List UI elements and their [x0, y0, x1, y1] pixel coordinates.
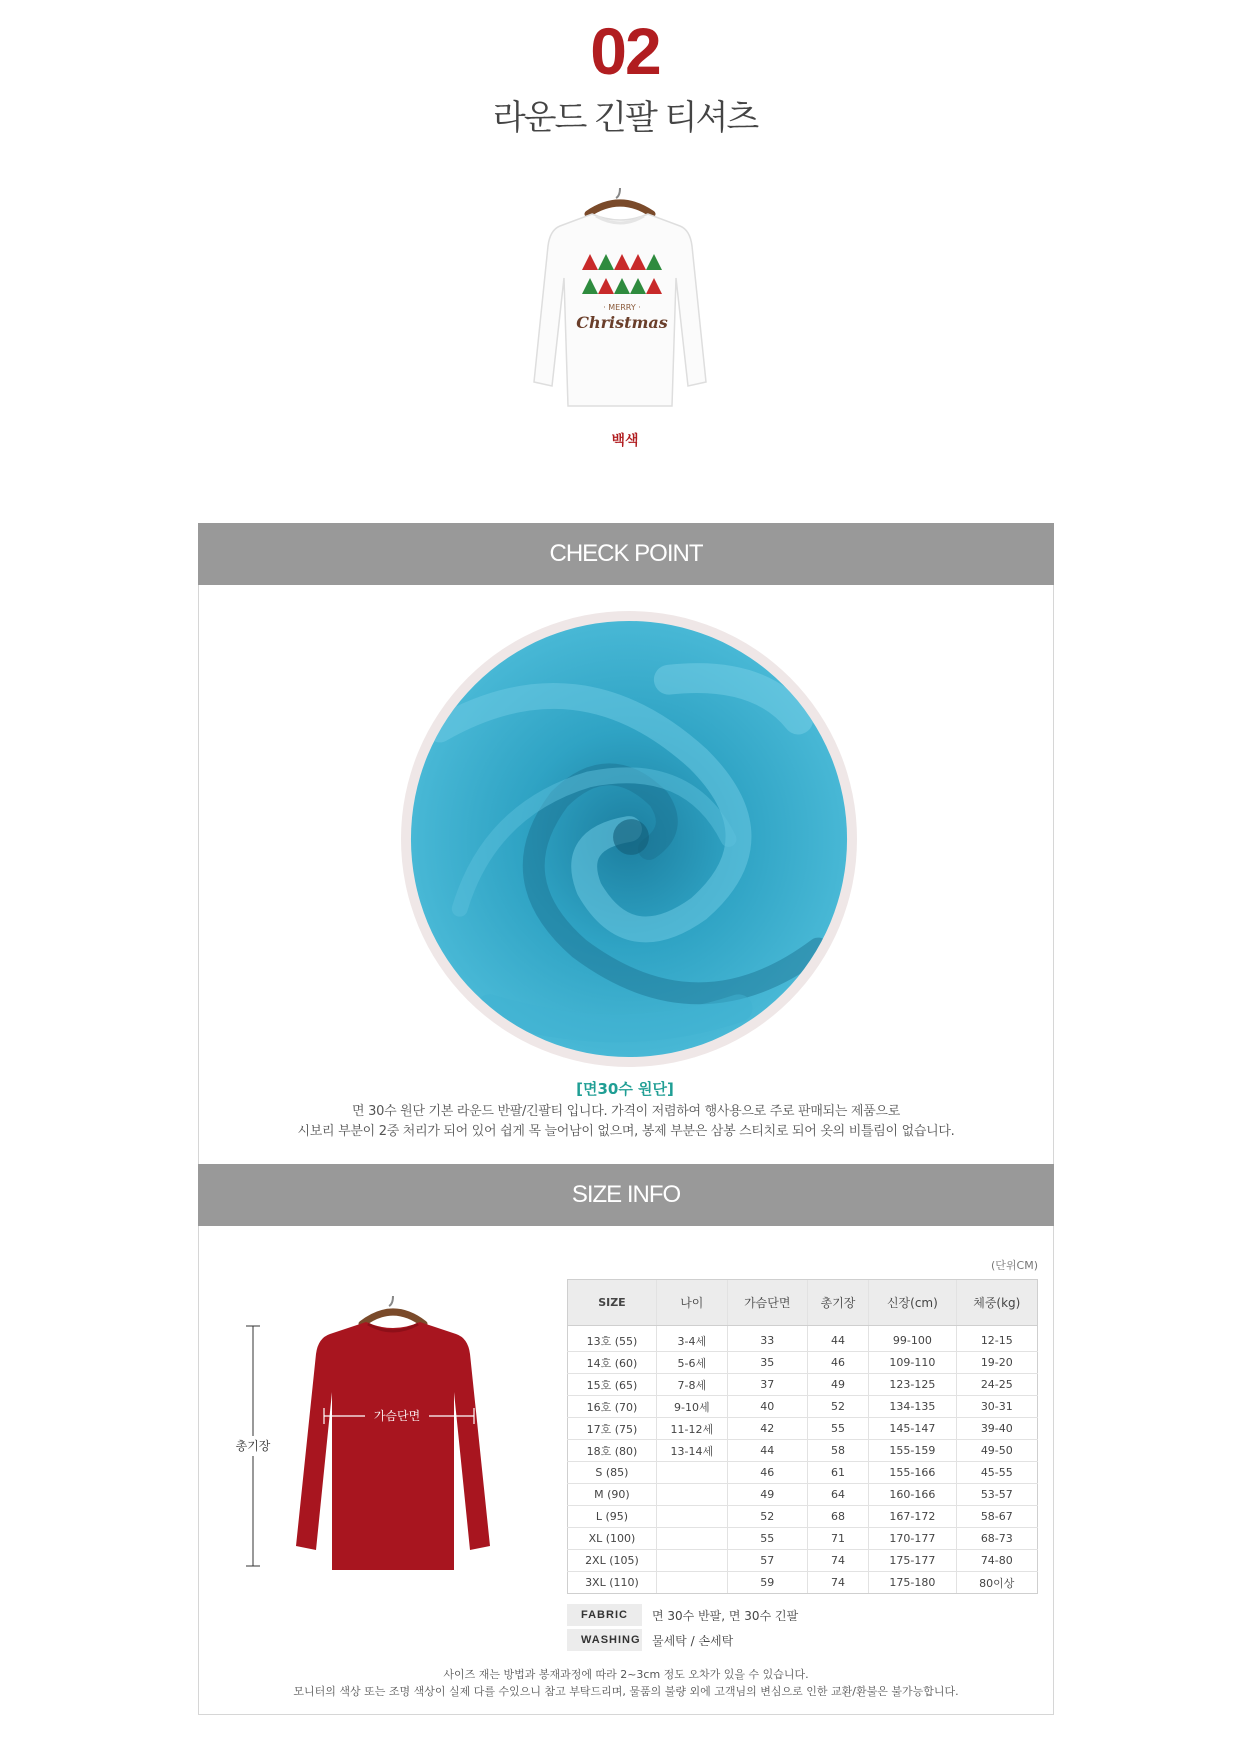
table-cell: 5-6세	[656, 1352, 727, 1374]
table-cell: 61	[807, 1462, 868, 1484]
table-cell: 49	[807, 1374, 868, 1396]
size-table	[567, 1279, 1038, 1594]
table-cell: 52	[727, 1506, 807, 1528]
table-row	[568, 1550, 1038, 1572]
table-cell: 24-25	[956, 1374, 1037, 1396]
hanger-icon	[362, 1296, 424, 1324]
table-cell	[656, 1462, 727, 1484]
red-shirt	[296, 1322, 490, 1570]
table-cell: 170-177	[869, 1528, 956, 1550]
fabric-value: 면 30수 반팔, 면 30수 긴팔	[652, 1608, 799, 1623]
table-row	[568, 1440, 1038, 1462]
size-info-header: SIZE INFO	[198, 1164, 1054, 1226]
table-cell: 44	[727, 1440, 807, 1462]
table-cell: 14호 (60)	[568, 1352, 657, 1374]
table-row	[568, 1572, 1038, 1594]
table-cell: 35	[727, 1352, 807, 1374]
fabric-description-line-2: 시보리 부분이 2중 처리가 되어 있어 쉽게 목 늘어남이 없으며, 봉제 부분은 삼봉 스티치로 되어 옷의 비틀림이 없습니다.	[297, 1124, 955, 1139]
table-cell: 13-14세	[656, 1440, 727, 1462]
table-cell: 160-166	[869, 1484, 956, 1506]
table-cell: 59	[727, 1572, 807, 1594]
table-row	[568, 1484, 1038, 1506]
washing-spec	[567, 1629, 733, 1651]
fabric-description-line-1: 면 30수 원단 기본 라운드 반팔/긴팔티 입니다. 가격이 저렴하여 행사용으로 주로 판매되는 제품으로	[352, 1104, 900, 1119]
table-row	[568, 1352, 1038, 1374]
size-table-header-row	[568, 1280, 1038, 1326]
column-header: SIZE	[568, 1280, 657, 1326]
size-diagram	[228, 1296, 528, 1576]
table-cell: 18호 (80)	[568, 1440, 657, 1462]
table-cell: 15호 (65)	[568, 1374, 657, 1396]
print-merry: · MERRY ·	[603, 303, 641, 312]
table-cell: 12-15	[956, 1326, 1037, 1352]
table-cell: 46	[807, 1352, 868, 1374]
table-cell: 134-135	[869, 1396, 956, 1418]
table-row	[568, 1528, 1038, 1550]
table-cell: 58-67	[956, 1506, 1037, 1528]
column-header: 신장(cm)	[869, 1280, 956, 1326]
table-cell: S (85)	[568, 1462, 657, 1484]
table-cell: 39-40	[956, 1418, 1037, 1440]
table-row	[568, 1396, 1038, 1418]
product-number: 02	[590, 14, 660, 88]
check-point-header: CHECK POINT	[198, 523, 1054, 585]
column-header: 총기장	[807, 1280, 868, 1326]
table-cell: M (90)	[568, 1484, 657, 1506]
length-label: 총기장	[235, 1439, 271, 1453]
footnote-color-refund: 모니터의 색상 또는 조명 색상이 실제 다를 수있으니 참고 부탁드리며, 물품의 불량 외에 고객님의 변심으로 인한 교환/환불은 불가능합니다.	[293, 1685, 959, 1698]
fabric-spec	[567, 1604, 798, 1626]
table-cell	[656, 1506, 727, 1528]
table-cell: 99-100	[869, 1326, 956, 1352]
table-row	[568, 1326, 1038, 1352]
table-row	[568, 1462, 1038, 1484]
table-cell: 55	[807, 1418, 868, 1440]
table-cell: 74	[807, 1572, 868, 1594]
hanger-icon	[588, 188, 652, 214]
table-cell: 3-4세	[656, 1326, 727, 1352]
table-cell: 3XL (110)	[568, 1572, 657, 1594]
table-cell: 68	[807, 1506, 868, 1528]
table-cell: 42	[727, 1418, 807, 1440]
print-christmas: Christmas	[576, 313, 668, 332]
column-header: 나이	[656, 1280, 727, 1326]
table-cell	[656, 1528, 727, 1550]
table-cell: 16호 (70)	[568, 1396, 657, 1418]
table-cell: 55	[727, 1528, 807, 1550]
table-cell: 109-110	[869, 1352, 956, 1374]
table-cell: 19-20	[956, 1352, 1037, 1374]
table-cell: L (95)	[568, 1506, 657, 1528]
table-cell: 68-73	[956, 1528, 1037, 1550]
table-cell: 123-125	[869, 1374, 956, 1396]
table-row	[568, 1418, 1038, 1440]
table-cell: 71	[807, 1528, 868, 1550]
table-cell: 11-12세	[656, 1418, 727, 1440]
table-cell: 155-166	[869, 1462, 956, 1484]
table-cell: 49-50	[956, 1440, 1037, 1462]
fabric-key: FABRIC	[567, 1604, 642, 1626]
table-cell: 57	[727, 1550, 807, 1572]
table-cell: 64	[807, 1484, 868, 1506]
table-cell: 13호 (55)	[568, 1326, 657, 1352]
table-cell: 30-31	[956, 1396, 1037, 1418]
table-cell: 74-80	[956, 1550, 1037, 1572]
footnote-measurement: 사이즈 재는 방법과 봉재과정에 따라 2~3cm 정도 오차가 있을 수 있습니다.	[443, 1668, 809, 1681]
fabric-image	[400, 610, 858, 1068]
table-cell: XL (100)	[568, 1528, 657, 1550]
table-cell: 53-57	[956, 1484, 1037, 1506]
table-cell: 145-147	[869, 1418, 956, 1440]
table-cell: 45-55	[956, 1462, 1037, 1484]
table-cell: 7-8세	[656, 1374, 727, 1396]
table-cell: 52	[807, 1396, 868, 1418]
table-cell	[656, 1484, 727, 1506]
table-cell	[656, 1550, 727, 1572]
column-header: 체중(kg)	[956, 1280, 1037, 1326]
table-row	[568, 1374, 1038, 1396]
size-table-body	[568, 1326, 1038, 1594]
table-cell: 155-159	[869, 1440, 956, 1462]
table-cell: 2XL (105)	[568, 1550, 657, 1572]
washing-value: 물세탁 / 손세탁	[652, 1633, 734, 1648]
table-cell: 74	[807, 1550, 868, 1572]
table-cell	[656, 1572, 727, 1594]
color-option-white[interactable]: 백색	[611, 433, 639, 449]
table-cell: 17호 (75)	[568, 1418, 657, 1440]
table-cell: 33	[727, 1326, 807, 1352]
washing-key: WASHING	[567, 1629, 642, 1651]
chest-label: 가슴단면	[373, 1409, 421, 1423]
product-title: 라운드 긴팔 티셔츠	[492, 98, 758, 138]
table-cell: 167-172	[869, 1506, 956, 1528]
column-header: 가슴단면	[727, 1280, 807, 1326]
table-cell: 40	[727, 1396, 807, 1418]
table-cell: 44	[807, 1326, 868, 1352]
table-cell: 37	[727, 1374, 807, 1396]
fabric-heading: [면30수 원단]	[576, 1080, 674, 1098]
table-row	[568, 1506, 1038, 1528]
table-cell: 58	[807, 1440, 868, 1462]
table-cell: 175-180	[869, 1572, 956, 1594]
table-cell: 80이상	[956, 1572, 1037, 1594]
table-cell: 46	[727, 1462, 807, 1484]
unit-label: (단위CM)	[990, 1259, 1038, 1272]
table-cell: 49	[727, 1484, 807, 1506]
product-image	[520, 186, 720, 416]
table-cell: 9-10세	[656, 1396, 727, 1418]
table-cell: 175-177	[869, 1550, 956, 1572]
